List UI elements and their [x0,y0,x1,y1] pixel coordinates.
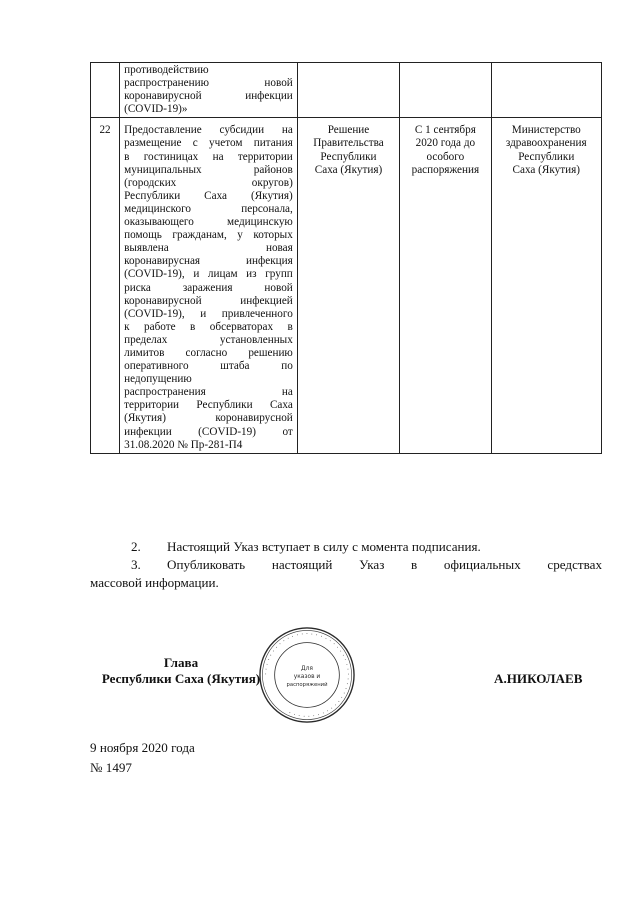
desc-line: коронавирусной инфекции [124,90,293,103]
term-line: особого [426,150,465,163]
paragraph-text: массовой информации. [90,575,219,590]
responsible-line: Республики [518,150,575,163]
seal-inner-text: указов и [293,673,321,680]
document-number: № 1497 [90,760,132,775]
term-line: распоряжения [411,163,480,176]
document-date: 9 ноября 2020 года [90,740,195,755]
official-seal [258,626,356,724]
desc-line: оперативного штаба по [124,360,293,373]
paragraph-text: Опубликовать настоящий Указ в официальных средствах [167,557,602,572]
desc-line: (городских округов) [124,176,293,189]
seal-inner-text: распоряжений [286,681,328,688]
seal-ring-text: · · · · · · · · · · · · · · · · · · · · · · · · · · · · · · · · · · · · · · · · · · · · [262,630,352,720]
cell-term-empty [400,63,491,118]
desc-line: (COVID-19)» [124,103,188,116]
desc-line: противодействию [124,64,209,76]
desc-line: распространению новой [124,77,293,90]
measures-table [90,62,602,454]
desc-line: территории Республики Саха [124,399,293,412]
desc-line: (Якутия) коронавирусной [124,412,293,425]
paragraph-text: Настоящий Указ вступает в силу с момента подписания. [167,539,481,554]
signatory-name: А.НИКОЛАЕВ [494,671,583,686]
desc-line: размещение с учетом питания [124,137,293,150]
desc-line: распространения на [124,386,293,399]
signatory-title [90,655,272,687]
table-row-continuation [91,63,602,118]
seal-inner-text: Для [301,666,313,673]
cell-responsible [491,118,601,453]
desc-line: недопущению [124,373,192,386]
desc-line: в гостиницах на территории [124,150,293,163]
signatory-title-line: Глава [163,655,199,670]
desc-line: помощь гражданам, у которых [124,229,293,242]
desc-line: медицинского персонала, [124,202,293,215]
cell-responsible-empty [491,63,601,118]
desc-line: пределах установленных [124,333,293,346]
responsible-line: Саха (Якутия) [512,163,580,176]
cell-number: 22 [91,118,120,453]
basis-line: Саха (Якутия) [314,163,383,176]
desc-line: коронавирусная инфекция [124,255,293,268]
term-line: С 1 сентября [414,124,476,137]
responsible-line: Министерство [511,124,581,137]
paragraph-publication [90,556,602,592]
cell-basis [297,118,399,453]
desc-line: муниципальных районов [124,163,293,176]
paragraph-line [90,556,602,574]
basis-line: Республики [320,150,377,163]
cell-term [400,118,491,453]
desc-line: инфекции (COVID-19) от [124,425,293,438]
desc-line: к работе в обсерваторах в [124,320,293,333]
desc-line: 31.08.2020 № Пр-281-П4 [124,438,243,451]
desc-line: лимитов согласно решению [124,346,293,359]
desc-line: оказывающего медицинскую [124,216,293,229]
responsible-line: здравоохранения [505,137,587,150]
paragraph-number: 2. [131,539,141,554]
desc-line: Предоставление субсидии на [124,124,293,137]
desc-line: выявлена новая [124,242,293,255]
cell-number-empty [91,63,120,118]
desc-line: коронавирусной инфекцией [124,294,293,307]
desc-line: (COVID-19), и привлеченного [124,307,293,320]
cell-basis-empty [297,63,399,118]
paragraph-number: 3. [131,557,141,572]
desc-line: Республики Саха (Якутия) [124,189,293,202]
term-line: 2020 года до [415,137,476,150]
signatory-title-line: Республики Саха (Якутия) [101,671,261,686]
cell-description [120,118,298,453]
basis-line: Решение [327,124,370,137]
basis-line: Правительства [313,137,384,150]
table-row-22 [91,118,602,453]
paragraph-entry-into-force [90,538,602,556]
desc-line: риска заражения новой [124,281,293,294]
cell-description-continuation [120,63,298,118]
desc-line: (COVID-19), и лицам из групп [124,268,293,281]
